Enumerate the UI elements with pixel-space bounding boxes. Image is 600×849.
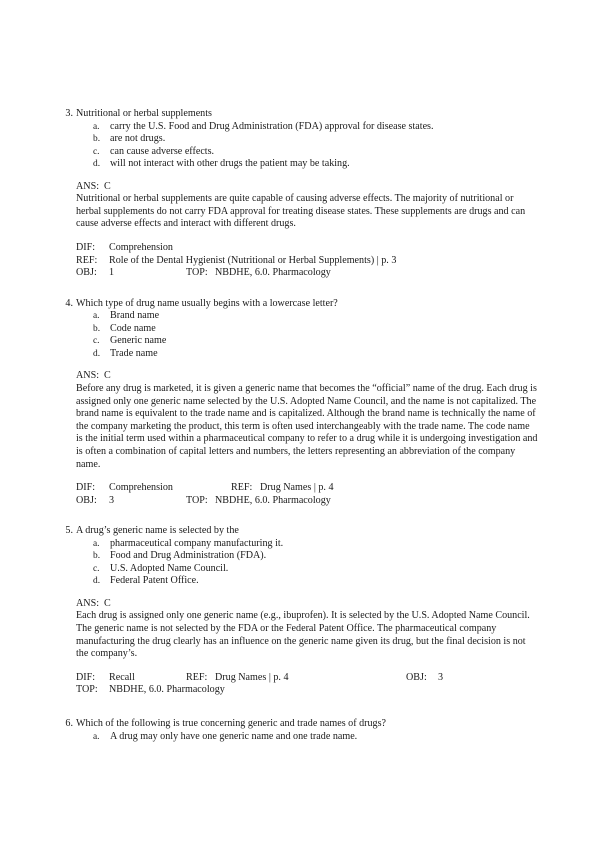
- option-4-b[interactable]: [60, 323, 538, 336]
- obj-label: OBJ:: [76, 494, 97, 506]
- metadata-block-4: [60, 482, 538, 507]
- obj-label: OBJ:: [406, 671, 427, 683]
- metadata-row-dif-3: [76, 242, 538, 255]
- answer-area-3: [60, 181, 538, 231]
- ref-label: REF:: [186, 671, 208, 683]
- option-text: will not interact with other drugs the patient may be taking.: [110, 158, 350, 170]
- question-block-6: [60, 718, 538, 743]
- answer-line-3: ANS: C: [76, 180, 111, 192]
- option-text: Federal Patent Office.: [110, 575, 199, 587]
- top-value: NBDHE, 6.0. Pharmacology: [215, 267, 331, 279]
- option-text: can cause adverse effects.: [110, 145, 215, 157]
- ref-value: Role of the Dental Hygienist (Nutritional or Herbal Supplements) | p. 3: [109, 254, 397, 266]
- options-list-3: [60, 121, 538, 171]
- question-block-4: [60, 298, 538, 508]
- option-3-b[interactable]: [60, 133, 538, 146]
- metadata-block-5: [60, 672, 538, 697]
- question-text-3: Nutritional or herbal supplements: [76, 108, 212, 119]
- rationale-4: Before any drug is marketed, it is given a generic name that becomes the “official” name of the drug. Each drug is assigned only one generic name selected by the U.S. Adopted Name Council, and the name is not capitalized. The brand name is equivalent to the trade name and is capitalized. Although the brand name is technically the name of the company marketing the product, this term is often used interchangeably with the trade name. The code name is the initial term used within a pharmaceutical company to refer to a drug while it is undergoing investigation and is often a combination of capital letters and numbers, the letters representing an abbreviation of the company name.: [76, 382, 538, 470]
- option-text: U.S. Adopted Name Council.: [110, 562, 229, 574]
- dif-value: Comprehension: [109, 482, 173, 494]
- metadata-row-obj-top-4: [76, 495, 538, 508]
- option-4-c[interactable]: [60, 335, 538, 348]
- metadata-row-obj-3: [76, 267, 538, 280]
- question-text-4: Which type of drug name usually begins with a lowercase letter?: [76, 297, 338, 309]
- dif-value: Recall: [109, 671, 135, 683]
- option-5-b[interactable]: [60, 550, 538, 563]
- option-letter: d.: [93, 159, 101, 170]
- option-letter: a.: [93, 311, 100, 322]
- option-4-a[interactable]: [60, 310, 538, 323]
- rationale-5: Each drug is assigned only one generic name (e.g., ibuprofen). It is selected by the U.S. Adopted Name Council. The generic name is not selected by the FDA or the Federal Patent Office. The pharmaceutical company manufacturing the drug clearly has an influence on the generic name given its drug, but the final decision is not the company’s.: [76, 610, 530, 660]
- option-3-d[interactable]: [60, 158, 538, 171]
- option-text: carry the U.S. Food and Drug Administration (FDA) approval for disease states.: [110, 120, 434, 132]
- option-6-a[interactable]: [60, 731, 538, 744]
- question-block-3: [60, 108, 538, 280]
- metadata-row-dif-ref-obj-5: [76, 672, 538, 685]
- metadata-row-dif-ref-4: [76, 482, 538, 495]
- rationale-3: Nutritional or herbal supplements are quite capable of causing adverse effects. The majority of nutritional or herbal supplements do not carry FDA approval for treating disease states. These supplements are drugs and can cause adverse effects and interact with different drugs.: [76, 193, 526, 230]
- dif-label: DIF:: [76, 241, 96, 253]
- question-number-3: 3.: [65, 108, 73, 119]
- option-text: Code name: [110, 322, 156, 334]
- section-gap: [60, 516, 538, 525]
- option-letter: c.: [93, 336, 100, 347]
- metadata-row-top-5: [76, 684, 538, 697]
- top-value: NBDHE, 6.0. Pharmacology: [109, 684, 225, 696]
- obj-value: 1: [109, 267, 115, 279]
- option-letter: c.: [93, 563, 100, 574]
- option-letter: c.: [93, 146, 100, 157]
- metadata-block-3: [60, 242, 538, 280]
- ref-label: REF:: [76, 254, 98, 266]
- top-label: TOP:: [186, 494, 208, 506]
- option-letter: b.: [93, 134, 101, 145]
- option-letter: a.: [93, 121, 100, 132]
- dif-label: DIF:: [76, 482, 96, 494]
- question-stem-3: [60, 108, 538, 121]
- option-letter: b.: [93, 551, 101, 562]
- top-label: TOP:: [186, 267, 208, 279]
- answer-line-5: ANS: C: [76, 597, 111, 609]
- ref-value: Drug Names | p. 4: [260, 482, 334, 494]
- option-5-a[interactable]: [60, 538, 538, 551]
- options-list-5: [60, 538, 538, 588]
- section-gap: [60, 289, 538, 298]
- obj-value: 3: [109, 494, 115, 506]
- page-content: [60, 108, 538, 752]
- section-gap: [60, 706, 538, 718]
- question-stem-6: [60, 718, 538, 731]
- top-value: NBDHE, 6.0. Pharmacology: [215, 494, 331, 506]
- option-letter: a.: [93, 731, 100, 742]
- question-text-5: A drug’s generic name is selected by the: [76, 525, 239, 537]
- option-letter: d.: [93, 576, 101, 587]
- option-3-a[interactable]: [60, 121, 538, 134]
- question-number-6: 6.: [65, 718, 73, 730]
- dif-label: DIF:: [76, 671, 96, 683]
- option-text: Generic name: [110, 335, 167, 347]
- options-list-4: [60, 310, 538, 360]
- answer-line-4: ANS: C: [76, 370, 111, 382]
- answer-area-4: [60, 370, 538, 471]
- option-3-c[interactable]: [60, 146, 538, 159]
- top-label: TOP:: [76, 684, 98, 696]
- option-5-d[interactable]: [60, 575, 538, 588]
- options-list-6: [60, 731, 538, 744]
- option-text: Brand name: [110, 310, 160, 322]
- option-text: pharmaceutical company manufacturing it.: [110, 537, 284, 549]
- question-block-5: [60, 525, 538, 697]
- metadata-row-ref-3: [76, 255, 538, 268]
- option-letter: d.: [93, 348, 101, 359]
- question-number-5: 5.: [65, 525, 73, 537]
- option-4-d[interactable]: [60, 348, 538, 361]
- option-text: are not drugs.: [110, 133, 166, 145]
- obj-label: OBJ:: [76, 267, 97, 279]
- answer-area-5: [60, 598, 538, 661]
- ref-label: REF:: [231, 482, 253, 494]
- question-stem-5: [60, 525, 538, 538]
- option-text: Food and Drug Administration (FDA).: [110, 550, 267, 562]
- option-letter: a.: [93, 538, 100, 549]
- option-5-c[interactable]: [60, 563, 538, 576]
- option-letter: b.: [93, 323, 101, 334]
- dif-value: Comprehension: [109, 241, 173, 253]
- question-text-6: Which of the following is true concerning generic and trade names of drugs?: [76, 718, 386, 730]
- obj-value: 3: [438, 671, 444, 683]
- option-text: Trade name: [110, 347, 158, 359]
- question-stem-4: [60, 298, 538, 311]
- question-number-4: 4.: [65, 297, 73, 309]
- option-text: A drug may only have one generic name and one trade name.: [110, 730, 358, 742]
- ref-value: Drug Names | p. 4: [215, 671, 289, 683]
